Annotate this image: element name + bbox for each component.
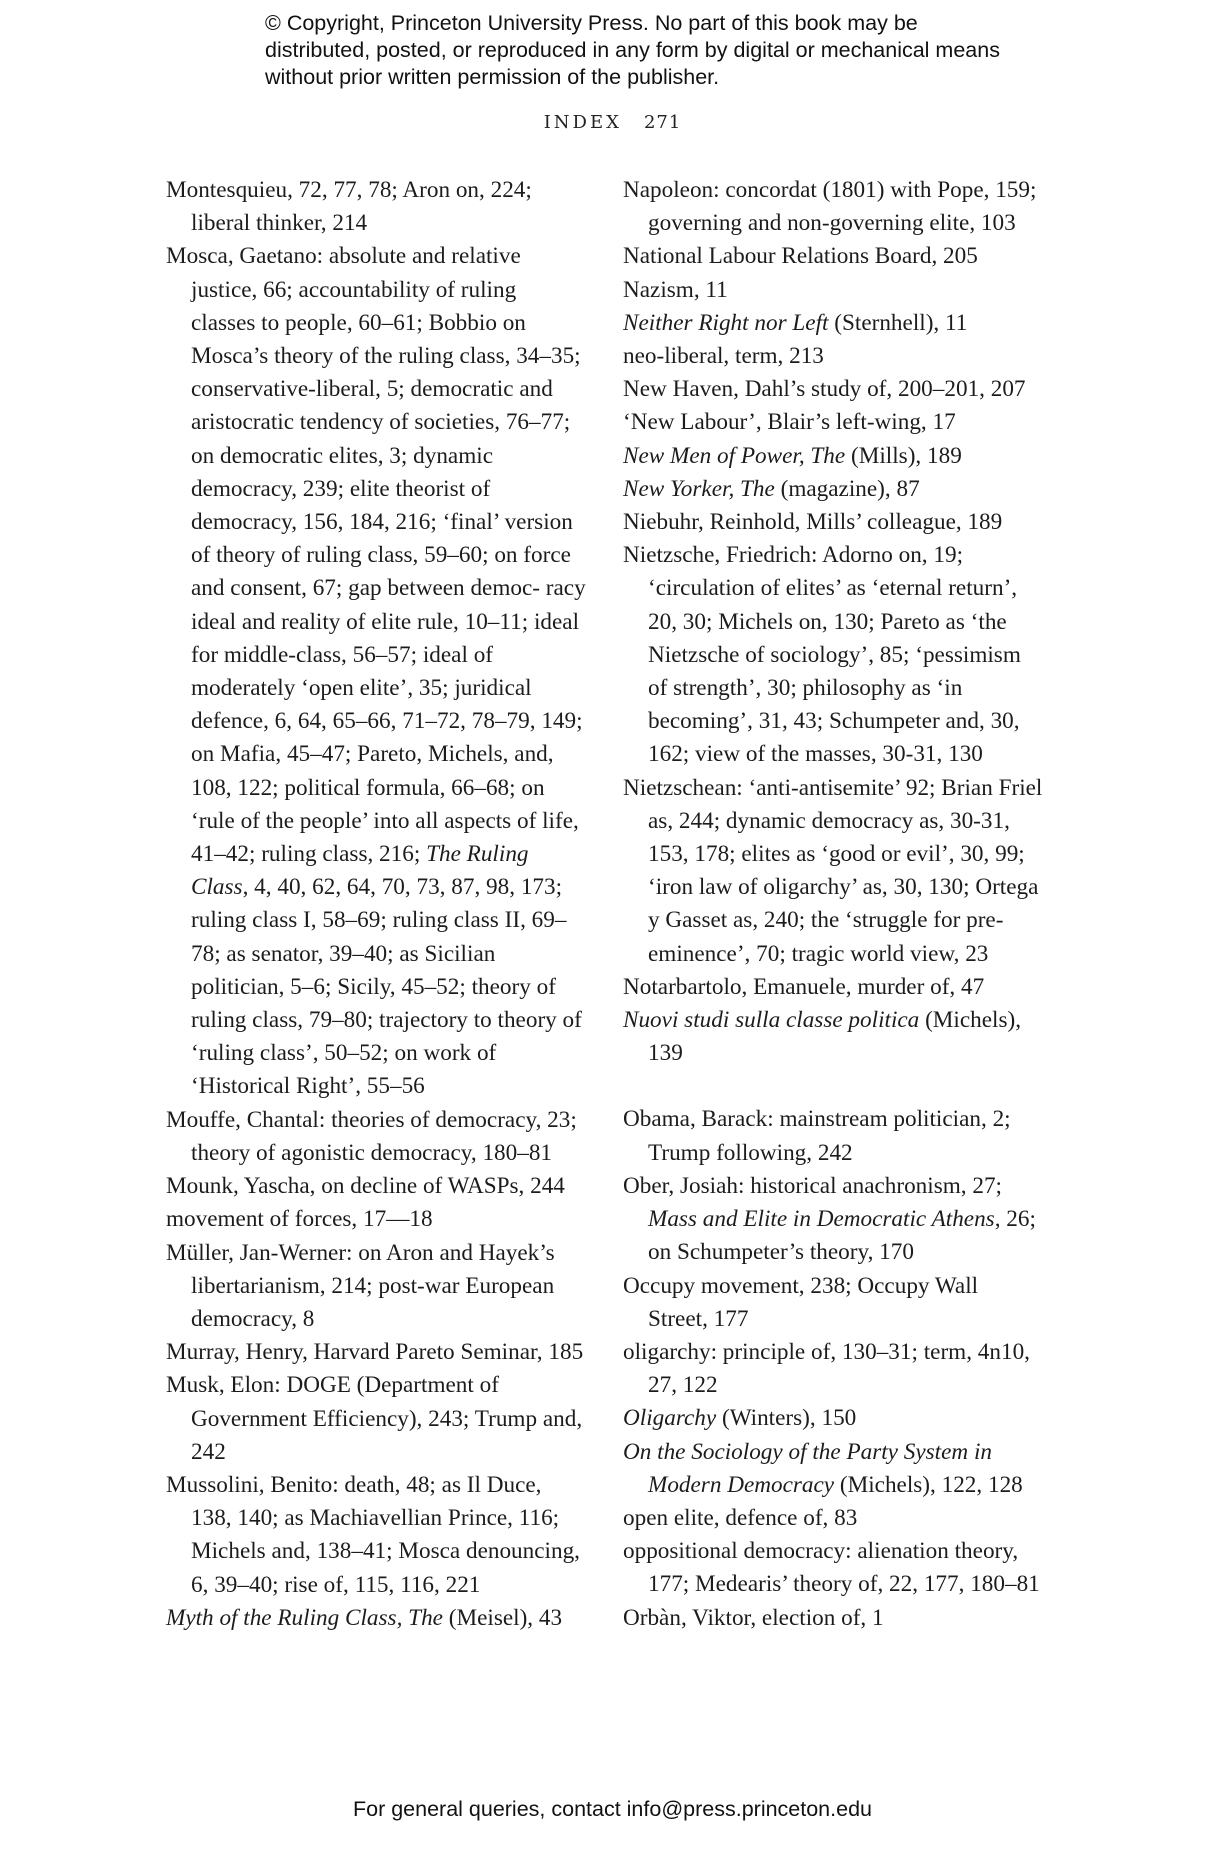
- index-entry: [166, 174, 586, 240]
- index-entry: [623, 274, 1043, 307]
- index-entry-text: Musk, Elon: DOGE (Department of Government Efficiency), 243; Trump and, 242: [166, 1372, 583, 1465]
- index-entry: [623, 1004, 1043, 1070]
- index-entry: [623, 1170, 1043, 1270]
- index-entry-title: New Yorker, The: [623, 475, 775, 502]
- index-entry: [623, 1103, 1043, 1169]
- index-entry: [623, 1270, 1043, 1336]
- index-entry: [623, 307, 1043, 340]
- index-entry: [623, 406, 1043, 439]
- index-entry: [166, 240, 586, 1103]
- index-entry-title: On the Sociology of the Party System in Modern Democracy: [623, 1438, 992, 1498]
- index-entry: [623, 506, 1043, 539]
- index-entry-text: Montesquieu, 72, 77, 78; Aron on, 224; liberal thinker, 214: [166, 177, 532, 237]
- index-entry: [166, 1602, 586, 1635]
- index-entry: [623, 772, 1043, 971]
- index-entry-text: (Mills), 189: [845, 442, 962, 469]
- index-entry: [166, 1104, 586, 1170]
- running-head-label: INDEX: [543, 112, 622, 133]
- index-entry-text: (Winters), 150: [716, 1405, 857, 1432]
- index-entry: [623, 440, 1043, 473]
- index-entry-title: New Men of Power, The: [623, 442, 846, 469]
- running-head: [0, 112, 1225, 133]
- index-entry: [623, 1402, 1043, 1435]
- index-entry-text: (Sternhell), 11: [828, 309, 968, 336]
- index-entry-text: Mussolini, Benito: death, 48; as Il Duce, 138, 140; as Machiavellian Prince, 116; Michels and, 138–41; Mosca denouncing, 6, 39–40; rise of, 115, 116, 221: [166, 1471, 580, 1598]
- index-entry-text: open elite, defence of, 83: [623, 1504, 858, 1531]
- index-entry: [623, 1436, 1043, 1502]
- index-entry: [166, 1469, 586, 1602]
- index-entry-title: Neither Right nor Left: [623, 309, 829, 336]
- index-entry-text: (Michels), 139: [648, 1007, 1022, 1067]
- index-entry-text: Nazism, 11: [623, 276, 728, 303]
- footer-contact: For general queries, contact info@press.princeton.edu: [352, 1797, 872, 1821]
- index-entry-text: Mosca, Gaetano: absolute and relative justice, 66; accountability of ruling classes to people, 60–61; Bobbio on Mosca’s theory of the ruling class, 34–35; conservative-liberal, 5; democratic and aristocratic tendency of societies, 76–77; on democratic elites, 3; dynamic democracy, 239; elite theorist of democracy, 156, 184, 216; ‘final’ version of theory of ruling class, 59–60; on force and consent, 67; gap between democ- racy ideal and reality of elite rule, 10–11; ideal for middle-class, 56–57; ideal of moderately ‘open elite’, 35; juridical defence, 6, 64, 65–66, 71–72, 78–79, 149; on Mafia, 45–47; Pareto, Michels, and, 108, 122; political formula, 66–68; on ‘rule of the people’ into all aspects of life, 41–42; ruling class, 216;: [166, 243, 586, 868]
- index-entry-text: New Haven, Dahl’s study of, 200–201, 207: [623, 376, 1026, 403]
- index-entry-title: The Ruling Class: [191, 841, 529, 901]
- index-entry: [623, 1535, 1043, 1601]
- index-entry: [623, 373, 1043, 406]
- index-entry: [166, 1237, 586, 1337]
- index-entry-text: , 26; on Schumpeter’s theory, 170: [648, 1206, 1036, 1266]
- index-entry-text: oppositional democracy: alienation theory, 177; Medearis’ theory of, 22, 177, 180–81: [623, 1538, 1040, 1598]
- index-entry: [623, 340, 1043, 373]
- index-entry-text: oligarchy: principle of, 130–31; term, 4n10, 27, 122: [623, 1338, 1030, 1399]
- index-entry-text: Mounk, Yascha, on decline of WASPs, 244: [166, 1173, 565, 1200]
- index-entry: [623, 539, 1043, 771]
- index-entry-text: National Labour Relations Board, 205: [623, 243, 978, 270]
- index-entry-text: Napoleon: concordat (1801) with Pope, 159; governing and non-governing elite, 103: [623, 177, 1037, 237]
- index-entry: [623, 473, 1043, 506]
- index-column-left: [166, 174, 586, 1635]
- index-entry: [623, 1602, 1043, 1635]
- index-entry-text: (Michels), 122, 128: [834, 1471, 1023, 1498]
- index-entry: [623, 1336, 1043, 1402]
- index-entry: [166, 1170, 586, 1203]
- index-entry-text: movement of forces, 17—18: [166, 1206, 433, 1233]
- index-entry-title: Oligarchy: [623, 1405, 717, 1432]
- index-entry: [623, 174, 1043, 240]
- index-entry-text: (magazine), 87: [774, 475, 920, 502]
- index-entry-text: neo-liberal, term, 213: [623, 343, 824, 370]
- index-entry-text: Nietzschean: ‘anti-antisemite’ 92; Brian Friel as, 244; dynamic democracy as, 30-31, 153, 178; elites as ‘good or evil’, 30, 99; ‘iron law of oligarchy’ as, 30, 130; Ortega y Gasset as, 240; the ‘struggle for pre-eminence’, 70; tragic world view, 23: [623, 774, 1043, 967]
- index-entry-text: Nietzsche, Friedrich: Adorno on, 19; ‘circulation of elites’ as ‘eternal return’, 20, 30; Michels on, 130; Pareto as ‘the Nietzsche of sociology’, 85; ‘pessimism of strength’, 30; philosophy as ‘in becoming’, 31, 43; Schumpeter and, 30, 162; view of the masses, 30-31, 130: [623, 542, 1021, 768]
- index-entry-text: , 4, 40, 62, 64, 70, 73, 87, 98, 173; ruling class I, 58–69; ruling class II, 69–78; as senator, 39–40; as Sicilian politician, 5–6; Sicily, 45–52; theory of ruling class, 79–80; trajectory to theory of ‘ruling class’, 50–52; on work of ‘Historical Right’, 55–56: [191, 874, 582, 1100]
- index-entry-title: Myth of the Ruling Class, The: [166, 1604, 443, 1631]
- index-entry: [166, 1369, 586, 1469]
- copyright-notice: © Copyright, Princeton University Press. No part of this book may be distributed, posted, or reproduced in any form by digital or mechanical means without prior written permission of the publisher.: [265, 11, 1000, 89]
- index-entry-text: Müller, Jan-Werner: on Aron and Hayek’s libertarianism, 214; post-war European democracy, 8: [166, 1239, 555, 1332]
- index-entry: [623, 240, 1043, 273]
- index-entry-text: Murray, Henry, Harvard Pareto Seminar, 185: [166, 1339, 584, 1366]
- index-entry-text: (Meisel), 43: [442, 1604, 563, 1631]
- index-column-right: [623, 174, 1043, 1635]
- index-entry-text: Mouffe, Chantal: theories of democracy, 23; theory of agonistic democracy, 180–81: [166, 1106, 577, 1166]
- index-entry: [166, 1336, 586, 1369]
- index-entry-text: ‘New Labour’, Blair’s left-wing, 17: [623, 409, 956, 436]
- index-entry-text: Occupy movement, 238; Occupy Wall Street, 177: [623, 1272, 979, 1332]
- index-entry-text: Notarbartolo, Emanuele, murder of, 47: [623, 973, 985, 1000]
- index-entry: [166, 1203, 586, 1236]
- index-entry-text: Niebuhr, Reinhold, Mills’ colleague, 189: [623, 509, 1003, 536]
- page-number: 271: [643, 112, 682, 133]
- index-entry: [623, 971, 1043, 1004]
- index-entry-text: Ober, Josiah: historical anachronism, 27;: [623, 1172, 1003, 1199]
- index-entry: [623, 1502, 1043, 1535]
- index-entry-text: Orbàn, Viktor, election of, 1: [623, 1604, 884, 1631]
- index-entry-text: Obama, Barack: mainstream politician, 2; Trump following, 242: [623, 1106, 1011, 1166]
- index-entry-title: Mass and Elite in Democratic Athens: [648, 1206, 995, 1233]
- index-entry-title: Nuovi studi sulla classe politica: [623, 1007, 920, 1034]
